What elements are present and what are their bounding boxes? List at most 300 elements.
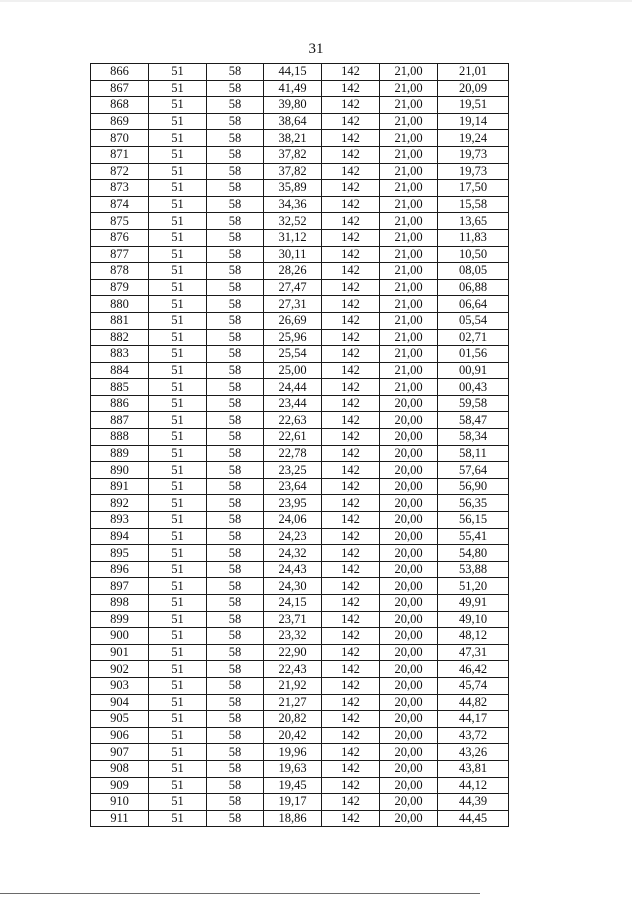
lon-degrees-cell: 142 (322, 794, 380, 811)
lon-minutes-cell: 20,00 (380, 462, 438, 479)
lat-degrees-cell: 51 (149, 760, 207, 777)
lat-minutes-cell: 58 (207, 362, 264, 379)
lon-minutes-cell: 20,00 (380, 661, 438, 678)
lon-degrees-cell: 142 (322, 263, 380, 280)
lon-seconds-cell: 58,11 (438, 445, 509, 462)
lat-seconds-cell: 41,49 (264, 80, 322, 97)
lon-degrees-cell: 142 (322, 462, 380, 479)
table-row (91, 163, 509, 180)
lon-seconds-cell: 55,41 (438, 528, 509, 545)
lat-minutes-cell: 58 (207, 661, 264, 678)
lon-minutes-cell: 21,00 (380, 229, 438, 246)
lat-seconds-cell: 24,30 (264, 578, 322, 595)
table-row (91, 146, 509, 163)
table-row (91, 561, 509, 578)
lon-minutes-cell: 20,00 (380, 478, 438, 495)
lon-degrees-cell: 142 (322, 528, 380, 545)
lon-seconds-cell: 59,58 (438, 395, 509, 412)
lat-minutes-cell: 58 (207, 346, 264, 363)
lat-seconds-cell: 39,80 (264, 97, 322, 114)
lon-seconds-cell: 19,14 (438, 113, 509, 130)
table-row (91, 578, 509, 595)
lat-degrees-cell: 51 (149, 528, 207, 545)
lon-minutes-cell: 20,00 (380, 677, 438, 694)
lon-minutes-cell: 21,00 (380, 97, 438, 114)
table-row (91, 395, 509, 412)
lon-degrees-cell: 142 (322, 346, 380, 363)
lon-seconds-cell: 05,54 (438, 312, 509, 329)
lon-degrees-cell: 142 (322, 312, 380, 329)
point-number-cell: 869 (91, 113, 149, 130)
lat-degrees-cell: 51 (149, 395, 207, 412)
point-number-cell: 893 (91, 512, 149, 529)
lat-minutes-cell: 58 (207, 794, 264, 811)
lon-seconds-cell: 00,91 (438, 362, 509, 379)
lon-minutes-cell: 21,00 (380, 279, 438, 296)
lon-seconds-cell: 19,51 (438, 97, 509, 114)
lat-degrees-cell: 51 (149, 196, 207, 213)
lat-seconds-cell: 23,44 (264, 395, 322, 412)
lon-degrees-cell: 142 (322, 113, 380, 130)
point-number-cell: 896 (91, 561, 149, 578)
lon-degrees-cell: 142 (322, 362, 380, 379)
point-number-cell: 880 (91, 296, 149, 313)
point-number-cell: 909 (91, 777, 149, 794)
page-number: 31 (308, 41, 324, 57)
lon-minutes-cell: 21,00 (380, 213, 438, 230)
lon-seconds-cell: 43,26 (438, 744, 509, 761)
point-number-cell: 897 (91, 578, 149, 595)
lon-degrees-cell: 142 (322, 677, 380, 694)
lat-seconds-cell: 35,89 (264, 180, 322, 197)
point-number-cell: 867 (91, 80, 149, 97)
lon-seconds-cell: 43,81 (438, 760, 509, 777)
lon-degrees-cell: 142 (322, 744, 380, 761)
lat-seconds-cell: 37,82 (264, 163, 322, 180)
table-row (91, 611, 509, 628)
lat-degrees-cell: 51 (149, 661, 207, 678)
lon-minutes-cell: 20,00 (380, 395, 438, 412)
point-number-cell: 892 (91, 495, 149, 512)
table-row (91, 445, 509, 462)
point-number-cell: 907 (91, 744, 149, 761)
lat-seconds-cell: 38,21 (264, 130, 322, 147)
point-number-cell: 879 (91, 279, 149, 296)
table-row (91, 727, 509, 744)
lon-minutes-cell: 20,00 (380, 744, 438, 761)
lat-seconds-cell: 22,63 (264, 412, 322, 429)
lat-minutes-cell: 58 (207, 545, 264, 562)
lat-minutes-cell: 58 (207, 727, 264, 744)
lon-seconds-cell: 44,82 (438, 694, 509, 711)
lon-degrees-cell: 142 (322, 146, 380, 163)
lon-seconds-cell: 44,12 (438, 777, 509, 794)
lon-degrees-cell: 142 (322, 213, 380, 230)
lat-minutes-cell: 58 (207, 628, 264, 645)
lat-minutes-cell: 58 (207, 196, 264, 213)
lon-minutes-cell: 20,00 (380, 644, 438, 661)
lat-minutes-cell: 58 (207, 312, 264, 329)
point-number-cell: 871 (91, 146, 149, 163)
lon-degrees-cell: 142 (322, 545, 380, 562)
lat-seconds-cell: 20,82 (264, 711, 322, 728)
coordinates-table (90, 63, 509, 827)
bottom-rule (0, 893, 480, 894)
lon-minutes-cell: 21,00 (380, 146, 438, 163)
lat-minutes-cell: 58 (207, 528, 264, 545)
lat-degrees-cell: 51 (149, 561, 207, 578)
lat-seconds-cell: 37,82 (264, 146, 322, 163)
lon-seconds-cell: 20,09 (438, 80, 509, 97)
lon-seconds-cell: 45,74 (438, 677, 509, 694)
table-row (91, 495, 509, 512)
point-number-cell: 883 (91, 346, 149, 363)
point-number-cell: 882 (91, 329, 149, 346)
lon-seconds-cell: 58,34 (438, 429, 509, 446)
table-row (91, 97, 509, 114)
table-row (91, 661, 509, 678)
lat-minutes-cell: 58 (207, 97, 264, 114)
lon-seconds-cell: 19,73 (438, 146, 509, 163)
lon-minutes-cell: 20,00 (380, 727, 438, 744)
lat-seconds-cell: 19,96 (264, 744, 322, 761)
point-number-cell: 910 (91, 794, 149, 811)
lon-minutes-cell: 21,00 (380, 113, 438, 130)
point-number-cell: 900 (91, 628, 149, 645)
lat-degrees-cell: 51 (149, 97, 207, 114)
lat-minutes-cell: 58 (207, 644, 264, 661)
lon-degrees-cell: 142 (322, 777, 380, 794)
lon-degrees-cell: 142 (322, 561, 380, 578)
lon-minutes-cell: 20,00 (380, 711, 438, 728)
lon-degrees-cell: 142 (322, 661, 380, 678)
lat-minutes-cell: 58 (207, 379, 264, 396)
lon-degrees-cell: 142 (322, 229, 380, 246)
lon-minutes-cell: 20,00 (380, 595, 438, 612)
lat-seconds-cell: 23,64 (264, 478, 322, 495)
lat-degrees-cell: 51 (149, 346, 207, 363)
lat-degrees-cell: 51 (149, 794, 207, 811)
lon-minutes-cell: 21,00 (380, 246, 438, 263)
lat-seconds-cell: 20,42 (264, 727, 322, 744)
lat-degrees-cell: 51 (149, 263, 207, 280)
lon-minutes-cell: 21,00 (380, 196, 438, 213)
point-number-cell: 875 (91, 213, 149, 230)
lon-seconds-cell: 57,64 (438, 462, 509, 479)
table-row (91, 196, 509, 213)
lat-seconds-cell: 34,36 (264, 196, 322, 213)
lon-seconds-cell: 56,90 (438, 478, 509, 495)
lat-degrees-cell: 51 (149, 246, 207, 263)
lon-degrees-cell: 142 (322, 130, 380, 147)
lat-seconds-cell: 23,95 (264, 495, 322, 512)
lat-seconds-cell: 44,15 (264, 64, 322, 81)
lon-minutes-cell: 21,00 (380, 346, 438, 363)
lon-degrees-cell: 142 (322, 445, 380, 462)
lat-minutes-cell: 58 (207, 495, 264, 512)
lat-degrees-cell: 51 (149, 146, 207, 163)
lat-degrees-cell: 51 (149, 677, 207, 694)
lat-seconds-cell: 22,43 (264, 661, 322, 678)
lat-minutes-cell: 58 (207, 412, 264, 429)
lat-minutes-cell: 58 (207, 760, 264, 777)
lat-degrees-cell: 51 (149, 180, 207, 197)
table-row (91, 545, 509, 562)
lon-seconds-cell: 53,88 (438, 561, 509, 578)
lat-seconds-cell: 28,26 (264, 263, 322, 280)
lat-minutes-cell: 58 (207, 213, 264, 230)
lon-minutes-cell: 20,00 (380, 528, 438, 545)
lon-degrees-cell: 142 (322, 97, 380, 114)
lat-minutes-cell: 58 (207, 694, 264, 711)
lon-degrees-cell: 142 (322, 429, 380, 446)
table-row (91, 744, 509, 761)
table-row (91, 346, 509, 363)
lon-seconds-cell: 47,31 (438, 644, 509, 661)
lat-degrees-cell: 51 (149, 296, 207, 313)
lon-minutes-cell: 20,00 (380, 429, 438, 446)
lon-degrees-cell: 142 (322, 279, 380, 296)
lon-seconds-cell: 10,50 (438, 246, 509, 263)
table-row (91, 478, 509, 495)
point-number-cell: 895 (91, 545, 149, 562)
table-row (91, 595, 509, 612)
point-number-cell: 901 (91, 644, 149, 661)
lon-degrees-cell: 142 (322, 810, 380, 827)
lat-degrees-cell: 51 (149, 329, 207, 346)
lat-minutes-cell: 58 (207, 229, 264, 246)
lat-minutes-cell: 58 (207, 130, 264, 147)
point-number-cell: 878 (91, 263, 149, 280)
table-row (91, 677, 509, 694)
point-number-cell: 884 (91, 362, 149, 379)
table-row (91, 777, 509, 794)
lat-degrees-cell: 51 (149, 644, 207, 661)
lat-minutes-cell: 58 (207, 512, 264, 529)
lat-degrees-cell: 51 (149, 512, 207, 529)
point-number-cell: 890 (91, 462, 149, 479)
lat-seconds-cell: 24,15 (264, 595, 322, 612)
point-number-cell: 887 (91, 412, 149, 429)
lon-degrees-cell: 142 (322, 180, 380, 197)
lat-degrees-cell: 51 (149, 312, 207, 329)
lat-seconds-cell: 21,27 (264, 694, 322, 711)
lat-minutes-cell: 58 (207, 395, 264, 412)
lat-minutes-cell: 58 (207, 445, 264, 462)
lon-minutes-cell: 20,00 (380, 412, 438, 429)
lat-seconds-cell: 19,45 (264, 777, 322, 794)
lat-minutes-cell: 58 (207, 279, 264, 296)
lat-seconds-cell: 22,78 (264, 445, 322, 462)
lon-minutes-cell: 21,00 (380, 263, 438, 280)
lat-degrees-cell: 51 (149, 628, 207, 645)
lat-minutes-cell: 58 (207, 429, 264, 446)
lon-degrees-cell: 142 (322, 329, 380, 346)
lon-minutes-cell: 20,00 (380, 545, 438, 562)
lon-seconds-cell: 56,35 (438, 495, 509, 512)
lat-minutes-cell: 58 (207, 677, 264, 694)
lon-minutes-cell: 21,00 (380, 163, 438, 180)
table-row (91, 80, 509, 97)
table-row (91, 694, 509, 711)
lon-degrees-cell: 142 (322, 196, 380, 213)
lat-minutes-cell: 58 (207, 744, 264, 761)
lat-seconds-cell: 25,96 (264, 329, 322, 346)
table-row (91, 279, 509, 296)
lat-seconds-cell: 23,25 (264, 462, 322, 479)
lat-minutes-cell: 58 (207, 80, 264, 97)
lat-seconds-cell: 23,71 (264, 611, 322, 628)
lat-seconds-cell: 22,90 (264, 644, 322, 661)
lat-degrees-cell: 51 (149, 810, 207, 827)
lat-degrees-cell: 51 (149, 694, 207, 711)
table-row (91, 263, 509, 280)
lon-minutes-cell: 20,00 (380, 777, 438, 794)
lon-minutes-cell: 21,00 (380, 296, 438, 313)
lon-seconds-cell: 51,20 (438, 578, 509, 595)
point-number-cell: 886 (91, 395, 149, 412)
lat-seconds-cell: 30,11 (264, 246, 322, 263)
lon-minutes-cell: 21,00 (380, 180, 438, 197)
point-number-cell: 908 (91, 760, 149, 777)
lat-degrees-cell: 51 (149, 113, 207, 130)
table-row (91, 512, 509, 529)
table-row (91, 296, 509, 313)
lat-minutes-cell: 58 (207, 777, 264, 794)
lon-degrees-cell: 142 (322, 478, 380, 495)
point-number-cell: 911 (91, 810, 149, 827)
lon-seconds-cell: 19,73 (438, 163, 509, 180)
lon-minutes-cell: 20,00 (380, 694, 438, 711)
lat-degrees-cell: 51 (149, 711, 207, 728)
table-row (91, 180, 509, 197)
lon-minutes-cell: 20,00 (380, 495, 438, 512)
lat-degrees-cell: 51 (149, 478, 207, 495)
point-number-cell: 906 (91, 727, 149, 744)
point-number-cell: 889 (91, 445, 149, 462)
table-row (91, 810, 509, 827)
lat-minutes-cell: 58 (207, 578, 264, 595)
lon-degrees-cell: 142 (322, 727, 380, 744)
lat-degrees-cell: 51 (149, 429, 207, 446)
lon-seconds-cell: 02,71 (438, 329, 509, 346)
lon-minutes-cell: 21,00 (380, 312, 438, 329)
lon-seconds-cell: 00,43 (438, 379, 509, 396)
lon-degrees-cell: 142 (322, 628, 380, 645)
table-row (91, 246, 509, 263)
lat-minutes-cell: 58 (207, 462, 264, 479)
lat-degrees-cell: 51 (149, 64, 207, 81)
table-row (91, 412, 509, 429)
point-number-cell: 904 (91, 694, 149, 711)
lon-degrees-cell: 142 (322, 760, 380, 777)
lat-degrees-cell: 51 (149, 545, 207, 562)
lat-degrees-cell: 51 (149, 445, 207, 462)
lat-seconds-cell: 22,61 (264, 429, 322, 446)
point-number-cell: 876 (91, 229, 149, 246)
table-row (91, 462, 509, 479)
lat-minutes-cell: 58 (207, 180, 264, 197)
point-number-cell: 903 (91, 677, 149, 694)
lat-seconds-cell: 19,17 (264, 794, 322, 811)
lat-minutes-cell: 58 (207, 113, 264, 130)
lon-minutes-cell: 20,00 (380, 512, 438, 529)
point-number-cell: 888 (91, 429, 149, 446)
lon-degrees-cell: 142 (322, 80, 380, 97)
lat-seconds-cell: 26,69 (264, 312, 322, 329)
lon-minutes-cell: 20,00 (380, 628, 438, 645)
lon-seconds-cell: 43,72 (438, 727, 509, 744)
point-number-cell: 902 (91, 661, 149, 678)
lon-degrees-cell: 142 (322, 64, 380, 81)
lon-degrees-cell: 142 (322, 694, 380, 711)
table-row (91, 213, 509, 230)
lat-degrees-cell: 51 (149, 362, 207, 379)
point-number-cell: 872 (91, 163, 149, 180)
lat-minutes-cell: 58 (207, 561, 264, 578)
lon-minutes-cell: 20,00 (380, 611, 438, 628)
lat-degrees-cell: 51 (149, 727, 207, 744)
lon-degrees-cell: 142 (322, 296, 380, 313)
lon-seconds-cell: 15,58 (438, 196, 509, 213)
point-number-cell: 881 (91, 312, 149, 329)
point-number-cell: 898 (91, 595, 149, 612)
lon-degrees-cell: 142 (322, 578, 380, 595)
lon-degrees-cell: 142 (322, 395, 380, 412)
point-number-cell: 894 (91, 528, 149, 545)
lat-minutes-cell: 58 (207, 64, 264, 81)
point-number-cell: 868 (91, 97, 149, 114)
lon-seconds-cell: 49,91 (438, 595, 509, 612)
lat-minutes-cell: 58 (207, 478, 264, 495)
lon-seconds-cell: 13,65 (438, 213, 509, 230)
lat-seconds-cell: 24,06 (264, 512, 322, 529)
lon-seconds-cell: 54,80 (438, 545, 509, 562)
lat-minutes-cell: 58 (207, 611, 264, 628)
lat-degrees-cell: 51 (149, 611, 207, 628)
lon-seconds-cell: 11,83 (438, 229, 509, 246)
table-row (91, 760, 509, 777)
lat-degrees-cell: 51 (149, 595, 207, 612)
lat-degrees-cell: 51 (149, 495, 207, 512)
lon-seconds-cell: 17,50 (438, 180, 509, 197)
lat-minutes-cell: 58 (207, 296, 264, 313)
lat-minutes-cell: 58 (207, 595, 264, 612)
table-row (91, 113, 509, 130)
lat-degrees-cell: 51 (149, 279, 207, 296)
lon-minutes-cell: 21,00 (380, 362, 438, 379)
lon-minutes-cell: 21,00 (380, 130, 438, 147)
table-row (91, 379, 509, 396)
lat-seconds-cell: 25,54 (264, 346, 322, 363)
lon-minutes-cell: 20,00 (380, 810, 438, 827)
lon-seconds-cell: 56,15 (438, 512, 509, 529)
lat-minutes-cell: 58 (207, 263, 264, 280)
lat-minutes-cell: 58 (207, 810, 264, 827)
lat-degrees-cell: 51 (149, 163, 207, 180)
lon-degrees-cell: 142 (322, 163, 380, 180)
lat-seconds-cell: 25,00 (264, 362, 322, 379)
lon-degrees-cell: 142 (322, 711, 380, 728)
point-number-cell: 874 (91, 196, 149, 213)
lon-degrees-cell: 142 (322, 412, 380, 429)
lat-degrees-cell: 51 (149, 229, 207, 246)
lon-minutes-cell: 20,00 (380, 578, 438, 595)
lon-seconds-cell: 49,10 (438, 611, 509, 628)
lat-degrees-cell: 51 (149, 80, 207, 97)
point-number-cell: 885 (91, 379, 149, 396)
lon-seconds-cell: 19,24 (438, 130, 509, 147)
